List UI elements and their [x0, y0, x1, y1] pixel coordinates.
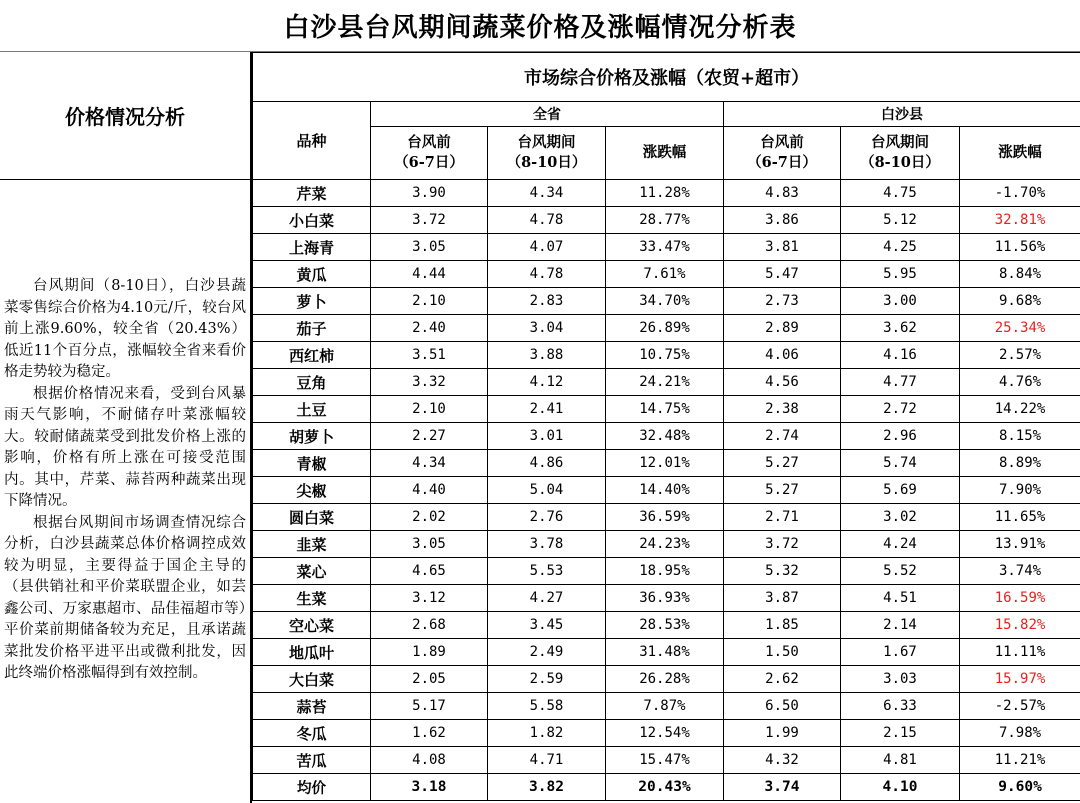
county-during-cell: 4.81 — [841, 747, 960, 774]
province-before-cell: 3.51 — [371, 342, 488, 369]
table-row — [253, 180, 1080, 207]
county-during-cell: 4.75 — [841, 180, 960, 207]
county-during-cell: 5.69 — [841, 477, 960, 504]
variety-header: 品种 — [253, 102, 371, 180]
county-during-cell: 3.00 — [841, 288, 960, 315]
province-before-cell: 3.90 — [371, 180, 488, 207]
county-change-cell: 9.68% — [960, 288, 1080, 315]
province-before-cell: 1.62 — [371, 720, 488, 747]
table-row — [253, 504, 1080, 531]
county-change-cell: 32.81% — [960, 207, 1080, 234]
province-during-cell: 4.78 — [488, 261, 606, 288]
province-change-cell: 7.87% — [606, 693, 724, 720]
county-during-cell: 1.67 — [841, 639, 960, 666]
county-before-cell: 2.73 — [724, 288, 841, 315]
province-during-cell: 2.41 — [488, 396, 606, 423]
county-change-header: 涨跌幅 — [960, 127, 1080, 180]
province-during-cell: 4.34 — [488, 180, 606, 207]
variety-cell: 青椒 — [253, 450, 371, 477]
table-row — [253, 396, 1080, 423]
county-before-cell: 5.27 — [724, 477, 841, 504]
variety-cell: 蒜苔 — [253, 693, 371, 720]
table-row — [253, 531, 1080, 558]
province-during-cell: 3.01 — [488, 423, 606, 450]
county-change-cell: -2.57% — [960, 693, 1080, 720]
county-change-cell: 16.59% — [960, 585, 1080, 612]
table-row — [253, 315, 1080, 342]
county-before-cell: 1.99 — [724, 720, 841, 747]
variety-cell: 小白菜 — [253, 207, 371, 234]
province-before-cell: 3.05 — [371, 234, 488, 261]
province-during-cell: 3.04 — [488, 315, 606, 342]
variety-cell: 茄子 — [253, 315, 371, 342]
province-change-cell: 18.95% — [606, 558, 724, 585]
province-before-cell: 1.89 — [371, 639, 488, 666]
table-row — [253, 747, 1080, 774]
table-row — [253, 369, 1080, 396]
province-before-cell: 3.72 — [371, 207, 488, 234]
variety-cell: 菜心 — [253, 558, 371, 585]
table-row — [253, 612, 1080, 639]
province-change-cell: 10.75% — [606, 342, 724, 369]
county-before-cell: 2.89 — [724, 315, 841, 342]
province-before-cell: 2.10 — [371, 288, 488, 315]
variety-cell: 生菜 — [253, 585, 371, 612]
county-during-cell: 3.02 — [841, 504, 960, 531]
province-before-cell: 4.44 — [371, 261, 488, 288]
province-change-cell: 14.40% — [606, 477, 724, 504]
county-during-cell: 5.95 — [841, 261, 960, 288]
variety-cell: 冬瓜 — [253, 720, 371, 747]
province-change-header: 涨跌幅 — [606, 127, 724, 180]
province-before-cell: 4.08 — [371, 747, 488, 774]
province-before-cell: 2.27 — [371, 423, 488, 450]
province-before-cell: 4.40 — [371, 477, 488, 504]
province-during-cell: 5.58 — [488, 693, 606, 720]
county-before-header: 台风前 （6-7日） — [724, 127, 841, 180]
county-change-cell: 11.65% — [960, 504, 1080, 531]
county-change-cell: 11.56% — [960, 234, 1080, 261]
province-during-cell: 3.78 — [488, 531, 606, 558]
county-before-cell: 1.85 — [724, 612, 841, 639]
table-row — [253, 693, 1080, 720]
county-before-cell: 2.38 — [724, 396, 841, 423]
variety-cell: 圆白菜 — [253, 504, 371, 531]
table-row — [253, 423, 1080, 450]
table-row — [253, 261, 1080, 288]
province-before-cell: 2.02 — [371, 504, 488, 531]
county-change-cell: 13.91% — [960, 531, 1080, 558]
province-change-cell: 28.53% — [606, 612, 724, 639]
variety-cell: 苦瓜 — [253, 747, 371, 774]
county-before-cell: 3.87 — [724, 585, 841, 612]
variety-cell: 空心菜 — [253, 612, 371, 639]
province-during-cell: 2.76 — [488, 504, 606, 531]
province-change-cell: 36.59% — [606, 504, 724, 531]
county-during-cell: 5.52 — [841, 558, 960, 585]
province-before-cell: 3.32 — [371, 369, 488, 396]
county-before-cell: 4.32 — [724, 747, 841, 774]
province-before-header: 台风前 （6-7日） — [371, 127, 488, 180]
province-during-cell: 5.53 — [488, 558, 606, 585]
county-during-cell: 2.14 — [841, 612, 960, 639]
province-before-cell: 2.05 — [371, 666, 488, 693]
county-before-cell: 6.50 — [724, 693, 841, 720]
price-table — [252, 52, 1080, 801]
county-before-cell: 2.71 — [724, 504, 841, 531]
province-before-cell: 5.17 — [371, 693, 488, 720]
county-before-cell: 4.56 — [724, 369, 841, 396]
county-before-cell: 3.86 — [724, 207, 841, 234]
county-during-cell: 4.25 — [841, 234, 960, 261]
province-before-cell: 2.40 — [371, 315, 488, 342]
county-change-cell: 7.98% — [960, 720, 1080, 747]
sheet-title: 白沙县台风期间蔬菜价格及涨幅情况分析表 — [0, 0, 1080, 52]
province-during-cell: 2.59 — [488, 666, 606, 693]
table-row — [253, 207, 1080, 234]
county-before-cell: 4.83 — [724, 180, 841, 207]
analysis-text — [0, 180, 246, 685]
province-before-cell: 2.10 — [371, 396, 488, 423]
variety-cell: 芹菜 — [253, 180, 371, 207]
county-change-cell: 7.90% — [960, 477, 1080, 504]
province-change-cell: 33.47% — [606, 234, 724, 261]
table-row — [253, 450, 1080, 477]
province-change-cell: 14.75% — [606, 396, 724, 423]
analysis-paragraph: 根据台风期间市场调查情况综合分析，白沙县蔬菜总体价格调控成效较为明显，主要得益于国企主导的（县供销社和平价菜联盟企业，如芸鑫公司、万家惠超市、品佳福超市等）平价菜前期储备较为充足，且承诺蔬菜批发价格平进平出或微利批发，因此终端价格涨幅得到有效控制。 — [4, 514, 246, 681]
province-change-cell: 28.77% — [606, 207, 724, 234]
province-change-cell: 34.70% — [606, 288, 724, 315]
table-row — [253, 558, 1080, 585]
county-change-cell: 8.15% — [960, 423, 1080, 450]
county-before-cell: 3.72 — [724, 531, 841, 558]
analysis-paragraph: 根据价格情况来看，受到台风暴雨天气影响，不耐储存叶菜涨幅较大。较耐储蔬菜受到批发价格上涨的影响，价格有所上涨在可接受范围内。其中，芹菜、蒜苔两种蔬菜出现下降情况。 — [4, 385, 246, 509]
province-during-cell: 4.78 — [488, 207, 606, 234]
table-row — [253, 342, 1080, 369]
county-during-cell: 2.15 — [841, 720, 960, 747]
table-row — [253, 234, 1080, 261]
province-before-cell: 3.05 — [371, 531, 488, 558]
table-row — [253, 477, 1080, 504]
province-change-cell: 24.23% — [606, 531, 724, 558]
county-change-cell: 3.74% — [960, 558, 1080, 585]
county-before-cell: 4.06 — [724, 342, 841, 369]
county-header: 白沙县 — [724, 102, 1080, 127]
county-change-cell: 15.97% — [960, 666, 1080, 693]
county-before-cell: 2.62 — [724, 666, 841, 693]
county-before-cell: 3.81 — [724, 234, 841, 261]
county-during-cell: 3.62 — [841, 315, 960, 342]
variety-cell: 豆角 — [253, 369, 371, 396]
average-row — [253, 774, 1080, 801]
county-before-cell: 5.27 — [724, 450, 841, 477]
county-during-cell: 3.03 — [841, 666, 960, 693]
analysis-paragraph: 台风期间（8-10日），白沙县蔬菜零售综合价格为4.10元/斤，较台风前上涨9.60%，较全省（20.43%）低近11个百分点，涨幅较全省来看价格走势较为稳定。 — [4, 278, 246, 380]
average-province-during-cell: 3.82 — [488, 774, 606, 801]
table-row — [253, 639, 1080, 666]
county-during-cell: 4.51 — [841, 585, 960, 612]
province-during-cell: 2.49 — [488, 639, 606, 666]
province-change-cell: 26.28% — [606, 666, 724, 693]
variety-cell: 尖椒 — [253, 477, 371, 504]
average-county-before-cell: 3.74 — [724, 774, 841, 801]
province-before-cell: 4.65 — [371, 558, 488, 585]
county-change-cell: 4.76% — [960, 369, 1080, 396]
county-during-header: 台风期间 （8-10日） — [841, 127, 960, 180]
province-change-cell: 12.54% — [606, 720, 724, 747]
province-during-cell: 3.88 — [488, 342, 606, 369]
county-change-cell: -1.70% — [960, 180, 1080, 207]
county-change-cell: 25.34% — [960, 315, 1080, 342]
variety-cell: 萝卜 — [253, 288, 371, 315]
county-change-cell: 2.57% — [960, 342, 1080, 369]
variety-cell: 胡萝卜 — [253, 423, 371, 450]
province-during-cell: 4.86 — [488, 450, 606, 477]
province-during-cell: 3.45 — [488, 612, 606, 639]
average-county-change-cell: 9.60% — [960, 774, 1080, 801]
market-header: 市场综合价格及涨幅（农贸+超市） — [253, 53, 1080, 102]
county-before-cell: 2.74 — [724, 423, 841, 450]
province-change-cell: 26.89% — [606, 315, 724, 342]
province-during-cell: 4.12 — [488, 369, 606, 396]
province-change-cell: 15.47% — [606, 747, 724, 774]
county-before-cell: 5.47 — [724, 261, 841, 288]
county-change-cell: 11.21% — [960, 747, 1080, 774]
county-during-cell: 6.33 — [841, 693, 960, 720]
variety-cell: 上海青 — [253, 234, 371, 261]
variety-cell: 地瓜叶 — [253, 639, 371, 666]
average-province-change-cell: 20.43% — [606, 774, 724, 801]
province-during-cell: 4.71 — [488, 747, 606, 774]
county-during-cell: 2.96 — [841, 423, 960, 450]
province-during-cell: 4.27 — [488, 585, 606, 612]
county-change-cell: 14.22% — [960, 396, 1080, 423]
province-during-cell: 5.04 — [488, 477, 606, 504]
table-row — [253, 288, 1080, 315]
province-during-header: 台风期间 （8-10日） — [488, 127, 606, 180]
county-change-cell: 11.11% — [960, 639, 1080, 666]
province-change-cell: 12.01% — [606, 450, 724, 477]
variety-cell: 土豆 — [253, 396, 371, 423]
province-during-cell: 1.82 — [488, 720, 606, 747]
table-row — [253, 585, 1080, 612]
county-during-cell: 4.24 — [841, 531, 960, 558]
county-during-cell: 5.74 — [841, 450, 960, 477]
province-change-cell: 36.93% — [606, 585, 724, 612]
county-before-cell: 5.32 — [724, 558, 841, 585]
table-row — [253, 666, 1080, 693]
table-row — [253, 720, 1080, 747]
price-sheet — [0, 52, 1080, 803]
province-during-cell: 4.07 — [488, 234, 606, 261]
province-change-cell: 7.61% — [606, 261, 724, 288]
province-before-cell: 4.34 — [371, 450, 488, 477]
county-change-cell: 8.89% — [960, 450, 1080, 477]
analysis-column — [0, 52, 252, 803]
province-change-cell: 24.21% — [606, 369, 724, 396]
average-province-before-cell: 3.18 — [371, 774, 488, 801]
variety-cell: 黄瓜 — [253, 261, 371, 288]
variety-cell: 韭菜 — [253, 531, 371, 558]
province-before-cell: 2.68 — [371, 612, 488, 639]
county-during-cell: 4.16 — [841, 342, 960, 369]
average-label: 均价 — [253, 774, 371, 801]
province-change-cell: 32.48% — [606, 423, 724, 450]
analysis-header: 价格情况分析 — [0, 52, 250, 180]
county-during-cell: 5.12 — [841, 207, 960, 234]
county-during-cell: 4.77 — [841, 369, 960, 396]
county-during-cell: 2.72 — [841, 396, 960, 423]
county-change-cell: 15.82% — [960, 612, 1080, 639]
variety-cell: 西红柿 — [253, 342, 371, 369]
province-header: 全省 — [371, 102, 724, 127]
county-before-cell: 1.50 — [724, 639, 841, 666]
average-county-during-cell: 4.10 — [841, 774, 960, 801]
variety-cell: 大白菜 — [253, 666, 371, 693]
province-change-cell: 11.28% — [606, 180, 724, 207]
province-change-cell: 31.48% — [606, 639, 724, 666]
county-change-cell: 8.84% — [960, 261, 1080, 288]
province-during-cell: 2.83 — [488, 288, 606, 315]
province-before-cell: 3.12 — [371, 585, 488, 612]
